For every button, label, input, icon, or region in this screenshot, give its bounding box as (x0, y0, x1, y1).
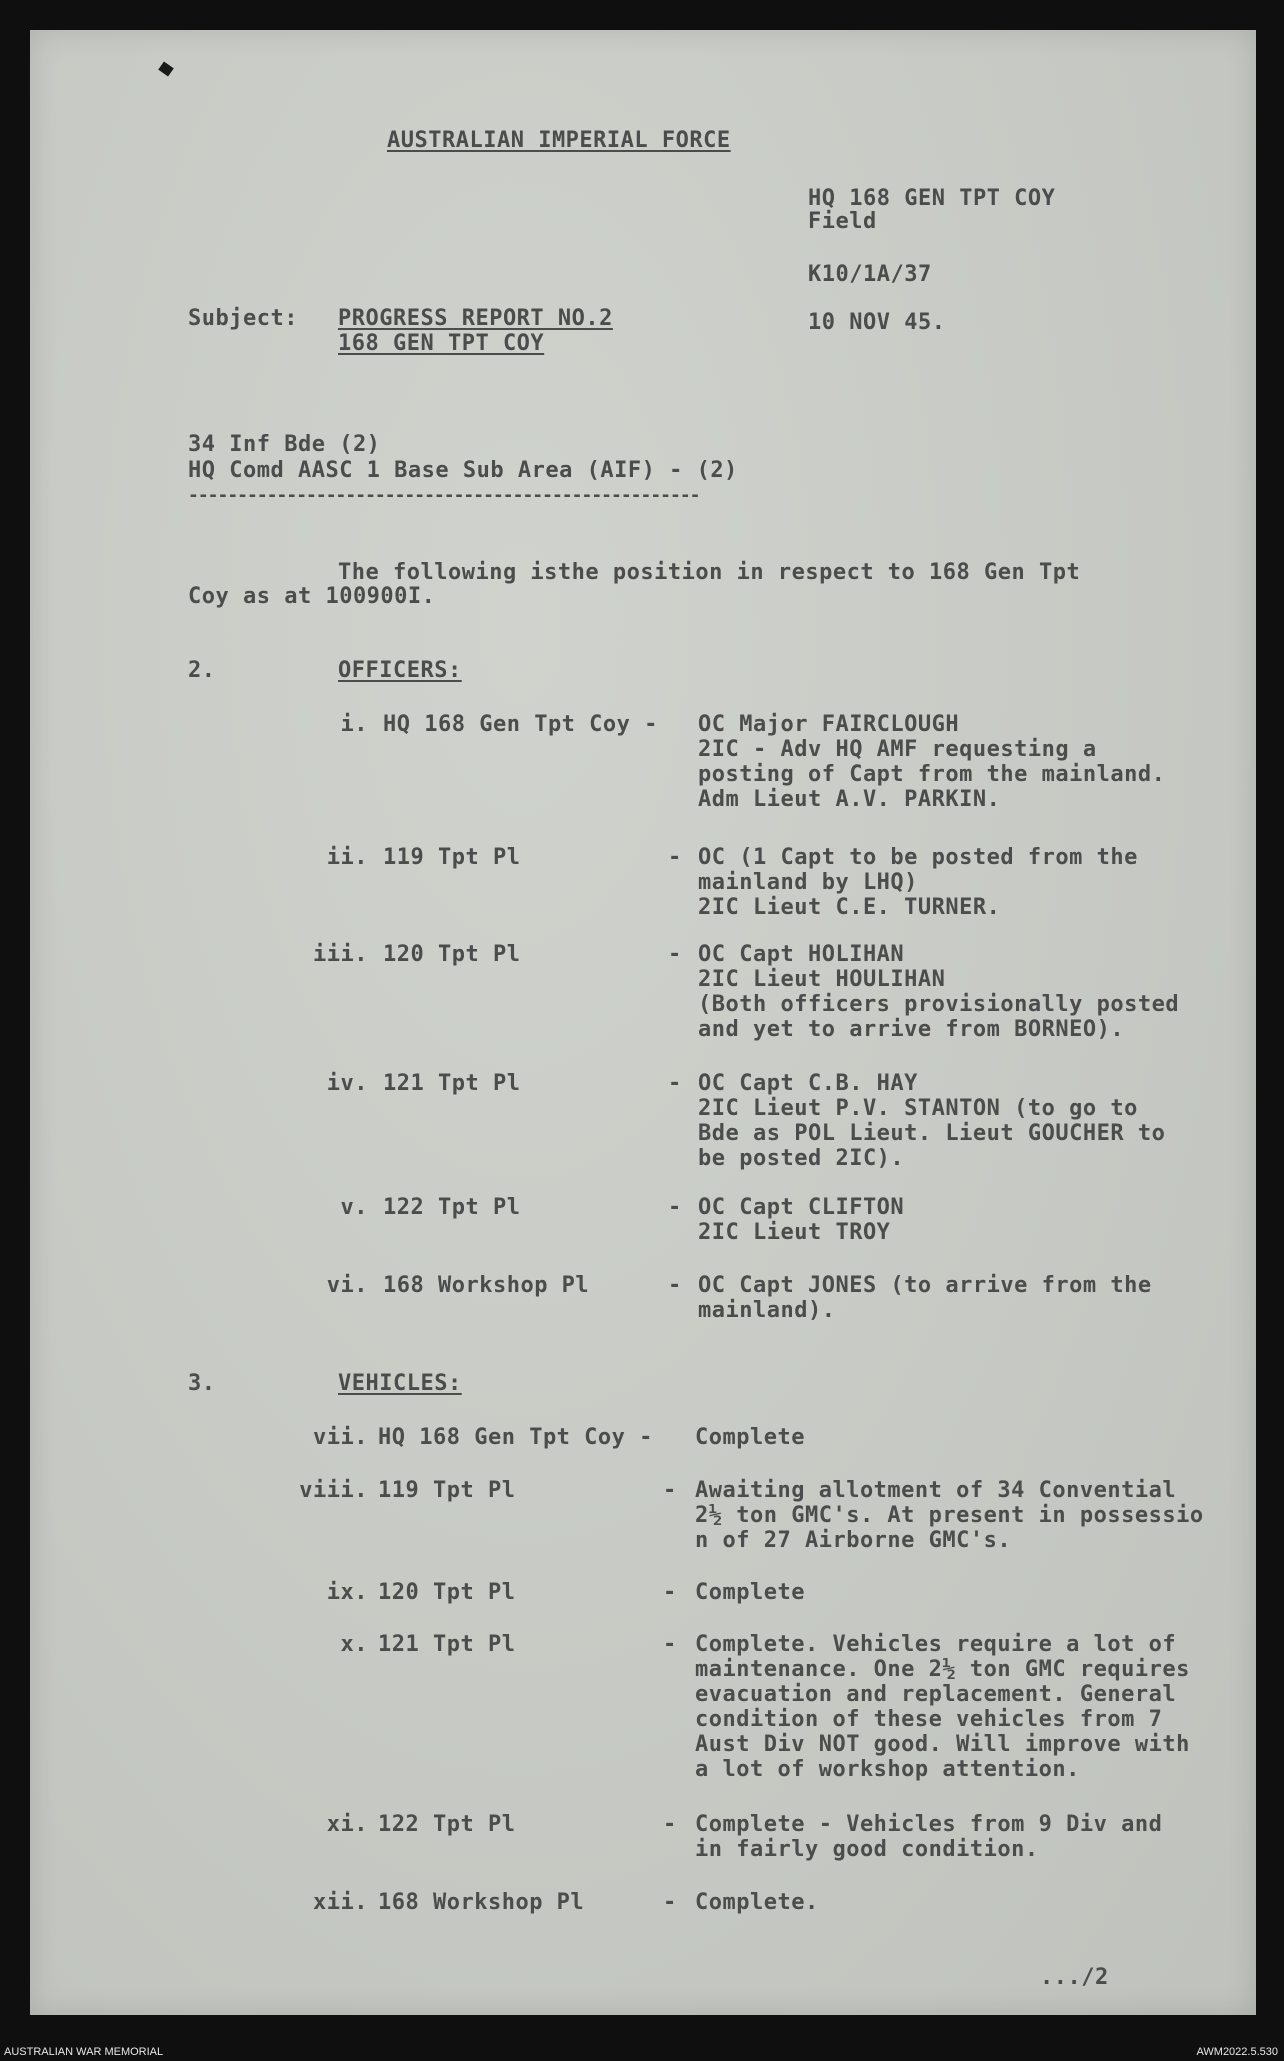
intro-line-1: The following isthe position in respect to 168 Gen Tpt (338, 560, 1081, 585)
addressee-line-1: 34 Inf Bde (2) (188, 432, 381, 457)
file-reference: K10/1A/37 (808, 262, 932, 287)
item-unit: 120 Tpt Pl (383, 942, 521, 967)
item-detail-line: 2½ ton GMC's. At present in possessio (695, 1503, 1204, 1528)
item-detail-line: OC Capt HOLIHAN (698, 942, 905, 967)
item-unit: HQ 168 Gen Tpt Coy - (378, 1425, 653, 1450)
item-detail-line: and yet to arrive from BORNEO). (698, 1017, 1125, 1042)
item-unit: 122 Tpt Pl (378, 1812, 516, 1837)
item-dash: - (668, 845, 682, 870)
sender-line-1: HQ 168 GEN TPT COY (808, 186, 1056, 211)
item-detail-line: OC Capt CLIFTON (698, 1195, 905, 1220)
footer-source: AUSTRALIAN WAR MEMORIAL (4, 2046, 164, 2058)
item-unit: 168 Workshop Pl (378, 1890, 585, 1915)
item-detail-line: be posted 2IC). (698, 1146, 905, 1171)
item-dash: - (663, 1632, 677, 1657)
item-detail-line: Complete. Vehicles require a lot of (695, 1632, 1177, 1657)
item-detail-line: posting of Capt from the mainland. (698, 762, 1166, 787)
section-number: 3. (188, 1371, 216, 1396)
item-dash: - (663, 1478, 677, 1503)
item-dash: - (663, 1812, 677, 1837)
item-detail-line: 2IC - Adv HQ AMF requesting a (698, 737, 1097, 762)
item-number: iii. (313, 942, 368, 967)
item-dash: - (668, 1273, 682, 1298)
item-detail-line: OC Capt JONES (to arrive from the (698, 1273, 1152, 1298)
item-detail-line: maintenance. One 2½ ton GMC requires (695, 1657, 1190, 1682)
subject-line-1: PROGRESS REPORT NO.2 (338, 306, 613, 331)
item-unit: 121 Tpt Pl (378, 1632, 516, 1657)
section-title-officers: OFFICERS: (338, 658, 462, 683)
addressee-line-2: HQ Comd AASC 1 Base Sub Area (AIF) - (2) (188, 458, 738, 483)
item-number: ii. (326, 845, 368, 870)
item-number: xii. (313, 1890, 368, 1915)
item-detail-line: Awaiting allotment of 34 Convential (695, 1478, 1177, 1503)
document-heading: AUSTRALIAN IMPERIAL FORCE (387, 128, 731, 153)
item-detail-line: OC Capt C.B. HAY (698, 1071, 918, 1096)
item-number: viii. (299, 1478, 368, 1503)
item-number: vii. (313, 1425, 368, 1450)
item-number: v. (340, 1195, 368, 1220)
continuation-marker: .../2 (1040, 1965, 1109, 1990)
item-detail-line: Complete. (695, 1890, 819, 1915)
item-detail-line: Bde as POL Lieut. Lieut GOUCHER to (698, 1121, 1166, 1146)
item-dash: - (663, 1580, 677, 1605)
item-dash: - (668, 1195, 682, 1220)
item-dash: - (663, 1890, 677, 1915)
item-detail-line: condition of these vehicles from 7 (695, 1707, 1163, 1732)
item-number: x. (340, 1632, 368, 1657)
item-detail-line: a lot of workshop attention. (695, 1757, 1080, 1782)
subject-label: Subject: (188, 306, 298, 331)
item-number: vi. (326, 1273, 368, 1298)
item-detail-line: n of 27 Airborne GMC's. (695, 1528, 1012, 1553)
item-dash: - (668, 942, 682, 967)
item-unit: 168 Workshop Pl (383, 1273, 590, 1298)
item-number: i. (340, 712, 368, 737)
item-unit: 122 Tpt Pl (383, 1195, 521, 1220)
footer-accession: AWM2022.5.530 (1196, 2046, 1278, 2058)
item-detail-line: Complete (695, 1580, 805, 1605)
item-detail-line: mainland by LHQ) (698, 870, 918, 895)
item-detail-line: OC Major FAIRCLOUGH (698, 712, 960, 737)
section-number: 2. (188, 658, 216, 683)
item-detail-line: 2IC Lieut C.E. TURNER. (698, 895, 1001, 920)
document-date: 10 NOV 45. (808, 310, 946, 335)
subject-line-2: 168 GEN TPT COY (338, 331, 545, 356)
sender-line-2: Field (808, 209, 877, 234)
item-number: xi. (326, 1812, 368, 1837)
item-detail-line: OC (1 Capt to be posted from the (698, 845, 1138, 870)
item-dash: - (668, 1071, 682, 1096)
item-unit: 119 Tpt Pl (378, 1478, 516, 1503)
item-number: iv. (326, 1071, 368, 1096)
item-detail-line: Aust Div NOT good. Will improve with (695, 1732, 1190, 1757)
item-detail-line: 2IC Lieut HOULIHAN (698, 967, 946, 992)
item-unit: 119 Tpt Pl (383, 845, 521, 870)
item-unit: 120 Tpt Pl (378, 1580, 516, 1605)
item-detail-line: Complete (695, 1425, 805, 1450)
item-detail-line: (Both officers provisionally posted (698, 992, 1180, 1017)
item-unit: HQ 168 Gen Tpt Coy - (383, 712, 658, 737)
intro-line-2: Coy as at 100900I. (188, 584, 436, 609)
item-detail-line: Adm Lieut A.V. PARKIN. (698, 787, 1001, 812)
item-unit: 121 Tpt Pl (383, 1071, 521, 1096)
section-title-vehicles: VEHICLES: (338, 1371, 462, 1396)
item-detail-line: in fairly good condition. (695, 1837, 1039, 1862)
item-detail-line: 2IC Lieut P.V. STANTON (to go to (698, 1096, 1138, 1121)
addressee-rule: ---------------------------------------------------- (188, 485, 700, 506)
item-number: ix. (326, 1580, 368, 1605)
item-detail-line: Complete - Vehicles from 9 Div and (695, 1812, 1163, 1837)
item-detail-line: evacuation and replacement. General (695, 1682, 1177, 1707)
item-detail-line: mainland). (698, 1298, 836, 1323)
item-detail-line: 2IC Lieut TROY (698, 1220, 891, 1245)
